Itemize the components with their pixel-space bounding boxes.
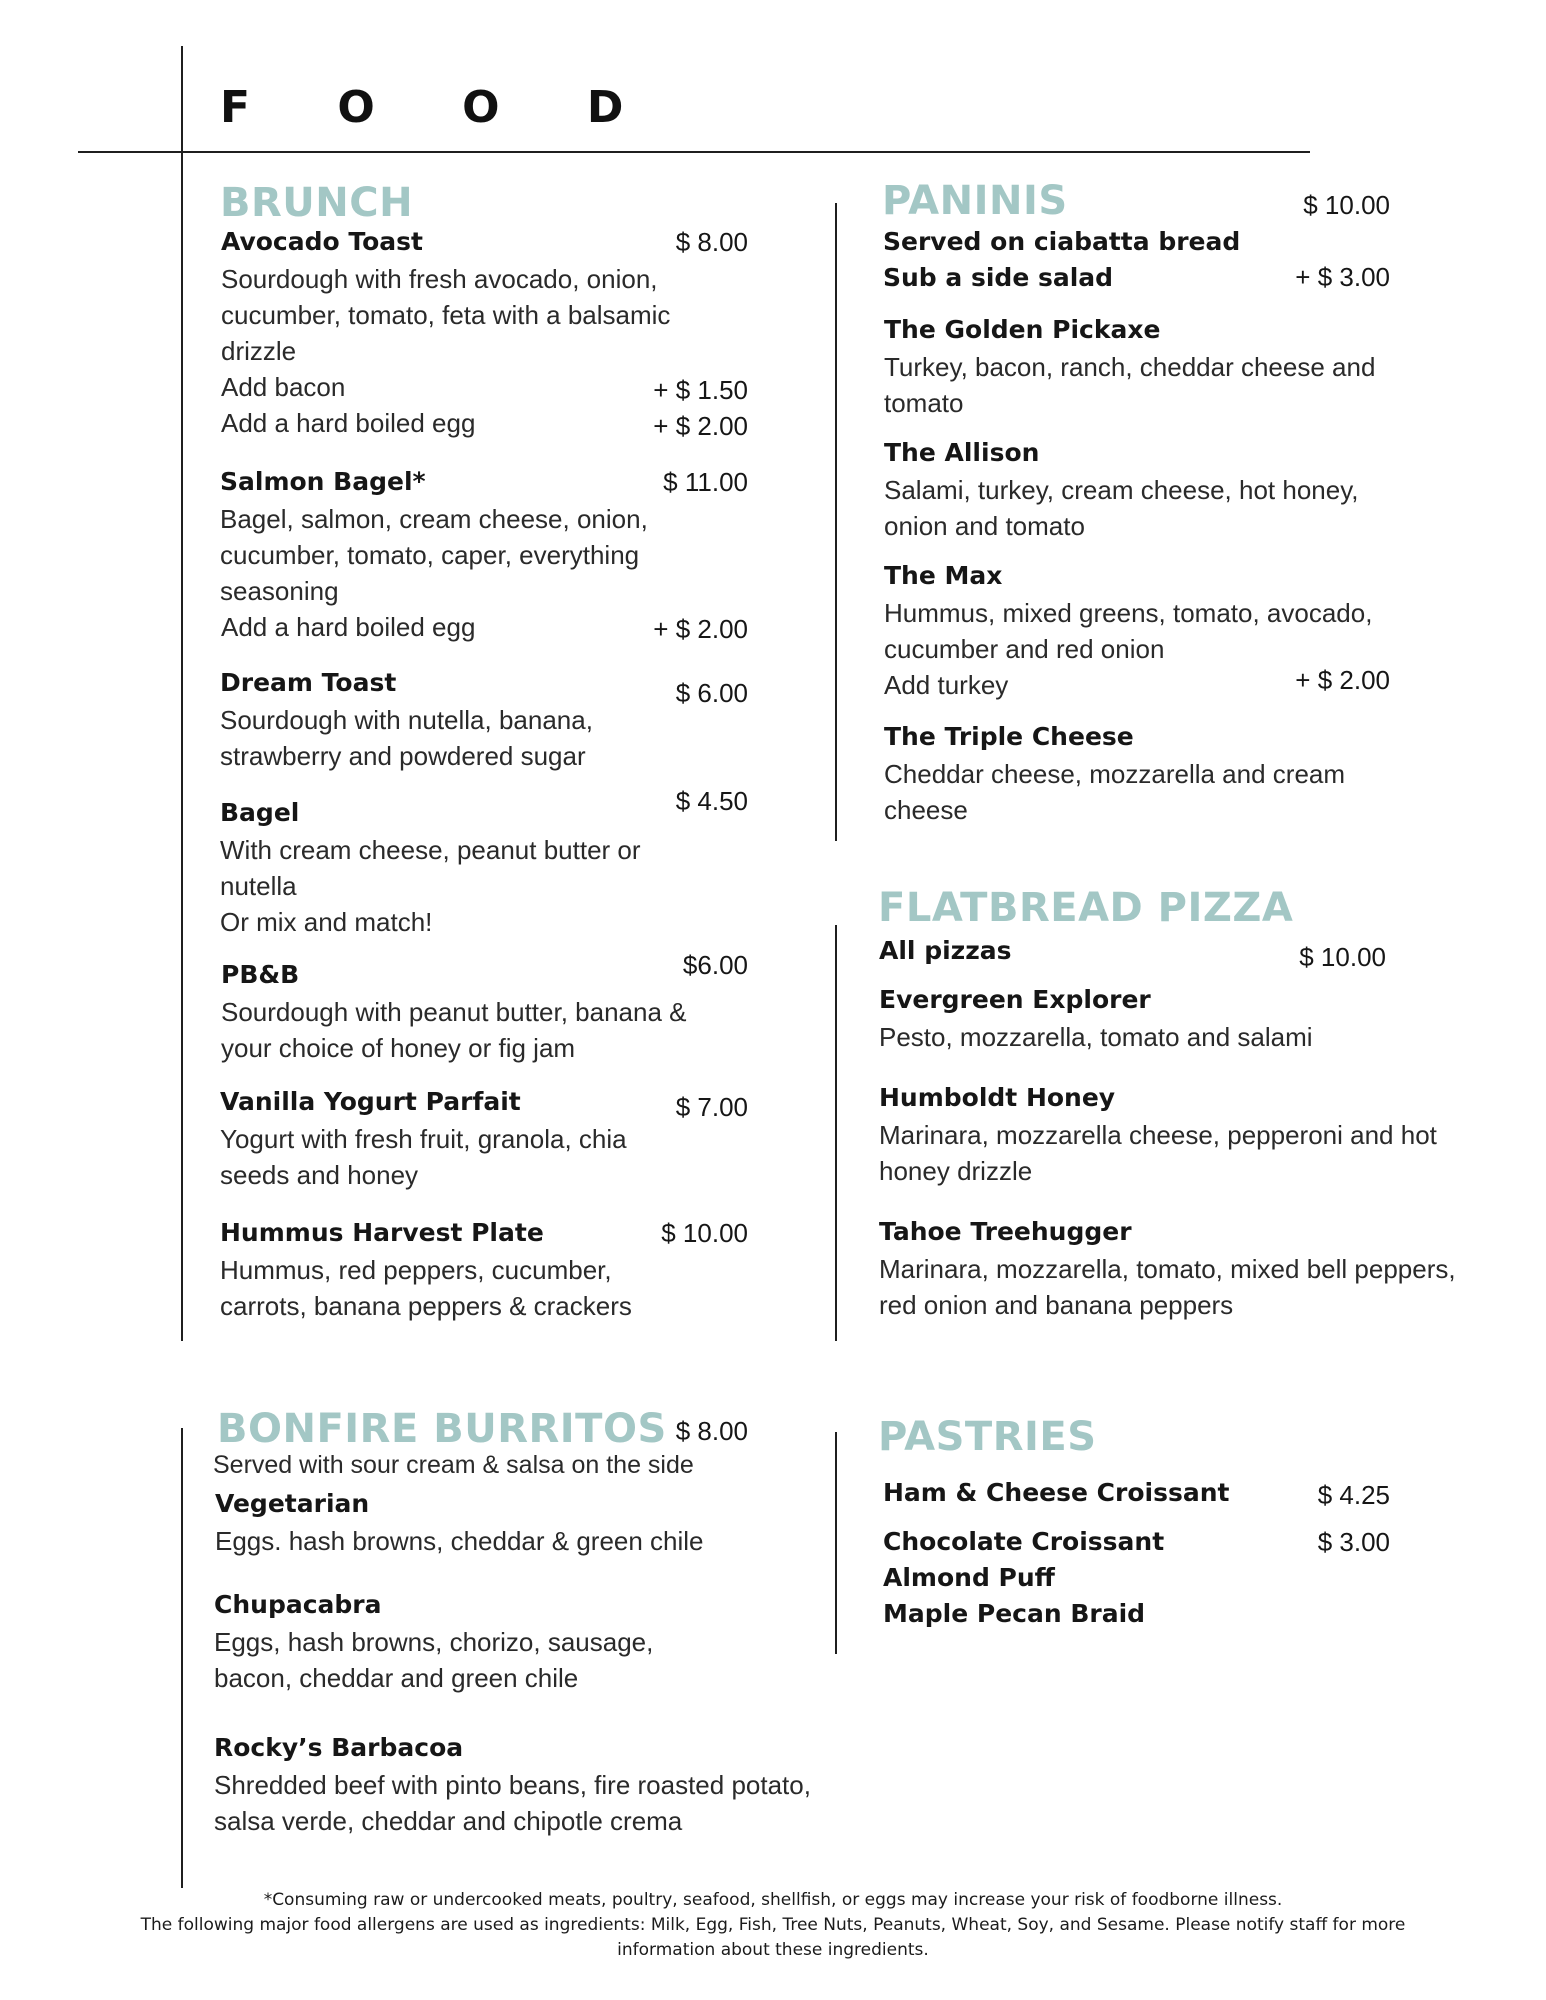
addon-price: + $ 2.00	[653, 411, 748, 441]
flatbread-heading: FLATBREAD PIZZA	[878, 885, 1294, 931]
footer-line: *Consuming raw or undercooked meats, poultry, seafood, shellfish, or eggs may increase your risk of foodborne illness.	[263, 1890, 1283, 1910]
pastry-price: $ 3.00	[1317, 1527, 1390, 1557]
menu-item-name: The Golden Pickaxe	[884, 315, 1161, 344]
menu-item-name: Humboldt Honey	[879, 1083, 1116, 1112]
menu-item-note: Or mix and match!	[220, 907, 433, 937]
menu-item-description: Turkey, bacon, ranch, cheddar cheese and tomato	[884, 352, 1376, 418]
left-vertical-rule	[181, 46, 183, 1341]
burritos-note: Served with sour cream & salsa on the side	[213, 1451, 694, 1479]
menu-item-name: The Max	[884, 561, 1003, 590]
menu-item-description: Sourdough with fresh avocado, onion, cucumber, tomato, feta with a balsamic drizzle	[221, 264, 671, 366]
header-rule	[78, 151, 1310, 153]
addon-label: Add turkey	[884, 670, 1009, 700]
menu-item-price: $ 8.00	[675, 227, 748, 257]
menu-item-price: $ 6.00	[675, 678, 748, 708]
burritos-heading: BONFIRE BURRITOS	[217, 1406, 667, 1452]
menu-item-name: Tahoe Treehugger	[879, 1217, 1132, 1246]
menu-item-description: Sourdough with nutella, banana, strawberry and powdered sugar	[220, 705, 593, 771]
pastries-heading: PASTRIES	[878, 1414, 1097, 1460]
menu-item-name: Bagel	[220, 798, 300, 827]
menu-item-name: The Allison	[884, 438, 1040, 467]
flatbread-vertical-rule	[835, 925, 837, 1341]
menu-item-description: Hummus, red peppers, cucumber, carrots, banana peppers & crackers	[220, 1255, 632, 1321]
menu-item-description: Pesto, mozzarella, tomato and salami	[879, 1022, 1313, 1052]
menu-item-description: With cream cheese, peanut butter or nutella	[220, 835, 641, 901]
menu-item-name: PB&B	[221, 960, 300, 989]
paninis-side-salad-price: + $ 3.00	[1295, 262, 1390, 292]
burritos-price: $ 8.00	[675, 1416, 748, 1446]
menu-item-price: $ 4.50	[675, 786, 748, 816]
pastry-price: $ 4.25	[1317, 1480, 1390, 1510]
addon-price: + $ 2.00	[653, 614, 748, 644]
footer-line: The following major food allergens are used as ingredients: Milk, Egg, Fish, Tree Nuts, Peanuts, Wheat, Soy, and Sesame. Please notify staff for more	[140, 1915, 1406, 1935]
menu-item-description: Hummus, mixed greens, tomato, avocado, cucumber and red onion	[884, 598, 1373, 664]
addon-label: Add a hard boiled egg	[221, 408, 476, 438]
menu-item-name: Vegetarian	[215, 1489, 370, 1518]
menu-item-name: Dream Toast	[220, 668, 397, 697]
menu-item-name: Evergreen Explorer	[879, 985, 1151, 1014]
menu-item-price: $ 11.00	[663, 467, 748, 497]
menu-item-description: Marinara, mozzarella, tomato, mixed bell peppers, red onion and banana peppers	[879, 1254, 1456, 1320]
paninis-heading: PANINIS	[882, 178, 1068, 224]
burrito-vertical-rule	[181, 1428, 183, 1888]
menu-item-description: Cheddar cheese, mozzarella and cream cheese	[884, 759, 1346, 825]
panini-vertical-rule	[835, 203, 837, 841]
pastries-vertical-rule	[835, 1432, 837, 1654]
menu-item-description: Yogurt with fresh fruit, granola, chia seeds and honey	[220, 1124, 627, 1190]
pastry-name: Ham & Cheese Croissant	[883, 1478, 1230, 1507]
addon-label: Add bacon	[221, 372, 346, 402]
pastry-name: Chocolate Croissant	[883, 1527, 1165, 1556]
addon-price: + $ 1.50	[653, 375, 748, 405]
menu-item-price: $6.00	[682, 950, 748, 980]
menu-item-description: Eggs. hash browns, cheddar & green chile	[215, 1526, 704, 1556]
menu-item-description: Bagel, salmon, cream cheese, onion, cucumber, tomato, caper, everything seasoning	[220, 504, 648, 606]
flatbread-note: All pizzas	[879, 936, 1012, 965]
menu-item-name: The Triple Cheese	[884, 722, 1134, 751]
menu-item-description: Sourdough with peanut butter, banana & your choice of honey or fig jam	[221, 997, 687, 1063]
paninis-side-salad-note: Sub a side salad	[883, 263, 1114, 292]
menu-item-name: Vanilla Yogurt Parfait	[220, 1087, 521, 1116]
menu-item-description: Marinara, mozzarella cheese, pepperoni and hot honey drizzle	[879, 1120, 1437, 1186]
flatbread-price: $ 10.00	[1299, 942, 1386, 972]
menu-item-description: Shredded beef with pinto beans, fire roasted potato, salsa verde, cheddar and chipotle crema	[214, 1770, 811, 1836]
menu-item-name: Rocky’s Barbacoa	[214, 1733, 464, 1762]
menu-item-description: Salami, turkey, cream cheese, hot honey, onion and tomato	[884, 475, 1359, 541]
brunch-heading: BRUNCH	[220, 180, 414, 226]
menu-item-name: Hummus Harvest Plate	[220, 1218, 544, 1247]
paninis-price: $ 10.00	[1303, 190, 1390, 220]
menu-item-name: Avocado Toast	[221, 227, 424, 256]
menu-item-price: $ 10.00	[661, 1218, 748, 1248]
page-title: F O O D	[220, 82, 660, 133]
menu-item-description: Eggs, hash browns, chorizo, sausage, bacon, cheddar and green chile	[214, 1627, 654, 1693]
addon-label: Add a hard boiled egg	[221, 612, 476, 642]
pastry-name: Maple Pecan Braid	[883, 1599, 1146, 1628]
menu-item-name: Chupacabra	[214, 1590, 382, 1619]
addon-price: + $ 2.00	[1295, 665, 1390, 695]
paninis-note: Served on ciabatta bread	[883, 227, 1241, 256]
menu-item-name: Salmon Bagel*	[220, 467, 426, 496]
pastry-name: Almond Puff	[883, 1563, 1055, 1592]
footer-line: information about these ingredients.	[617, 1940, 929, 1960]
menu-item-price: $ 7.00	[675, 1092, 748, 1122]
footer-disclaimer	[0, 1888, 1546, 1963]
